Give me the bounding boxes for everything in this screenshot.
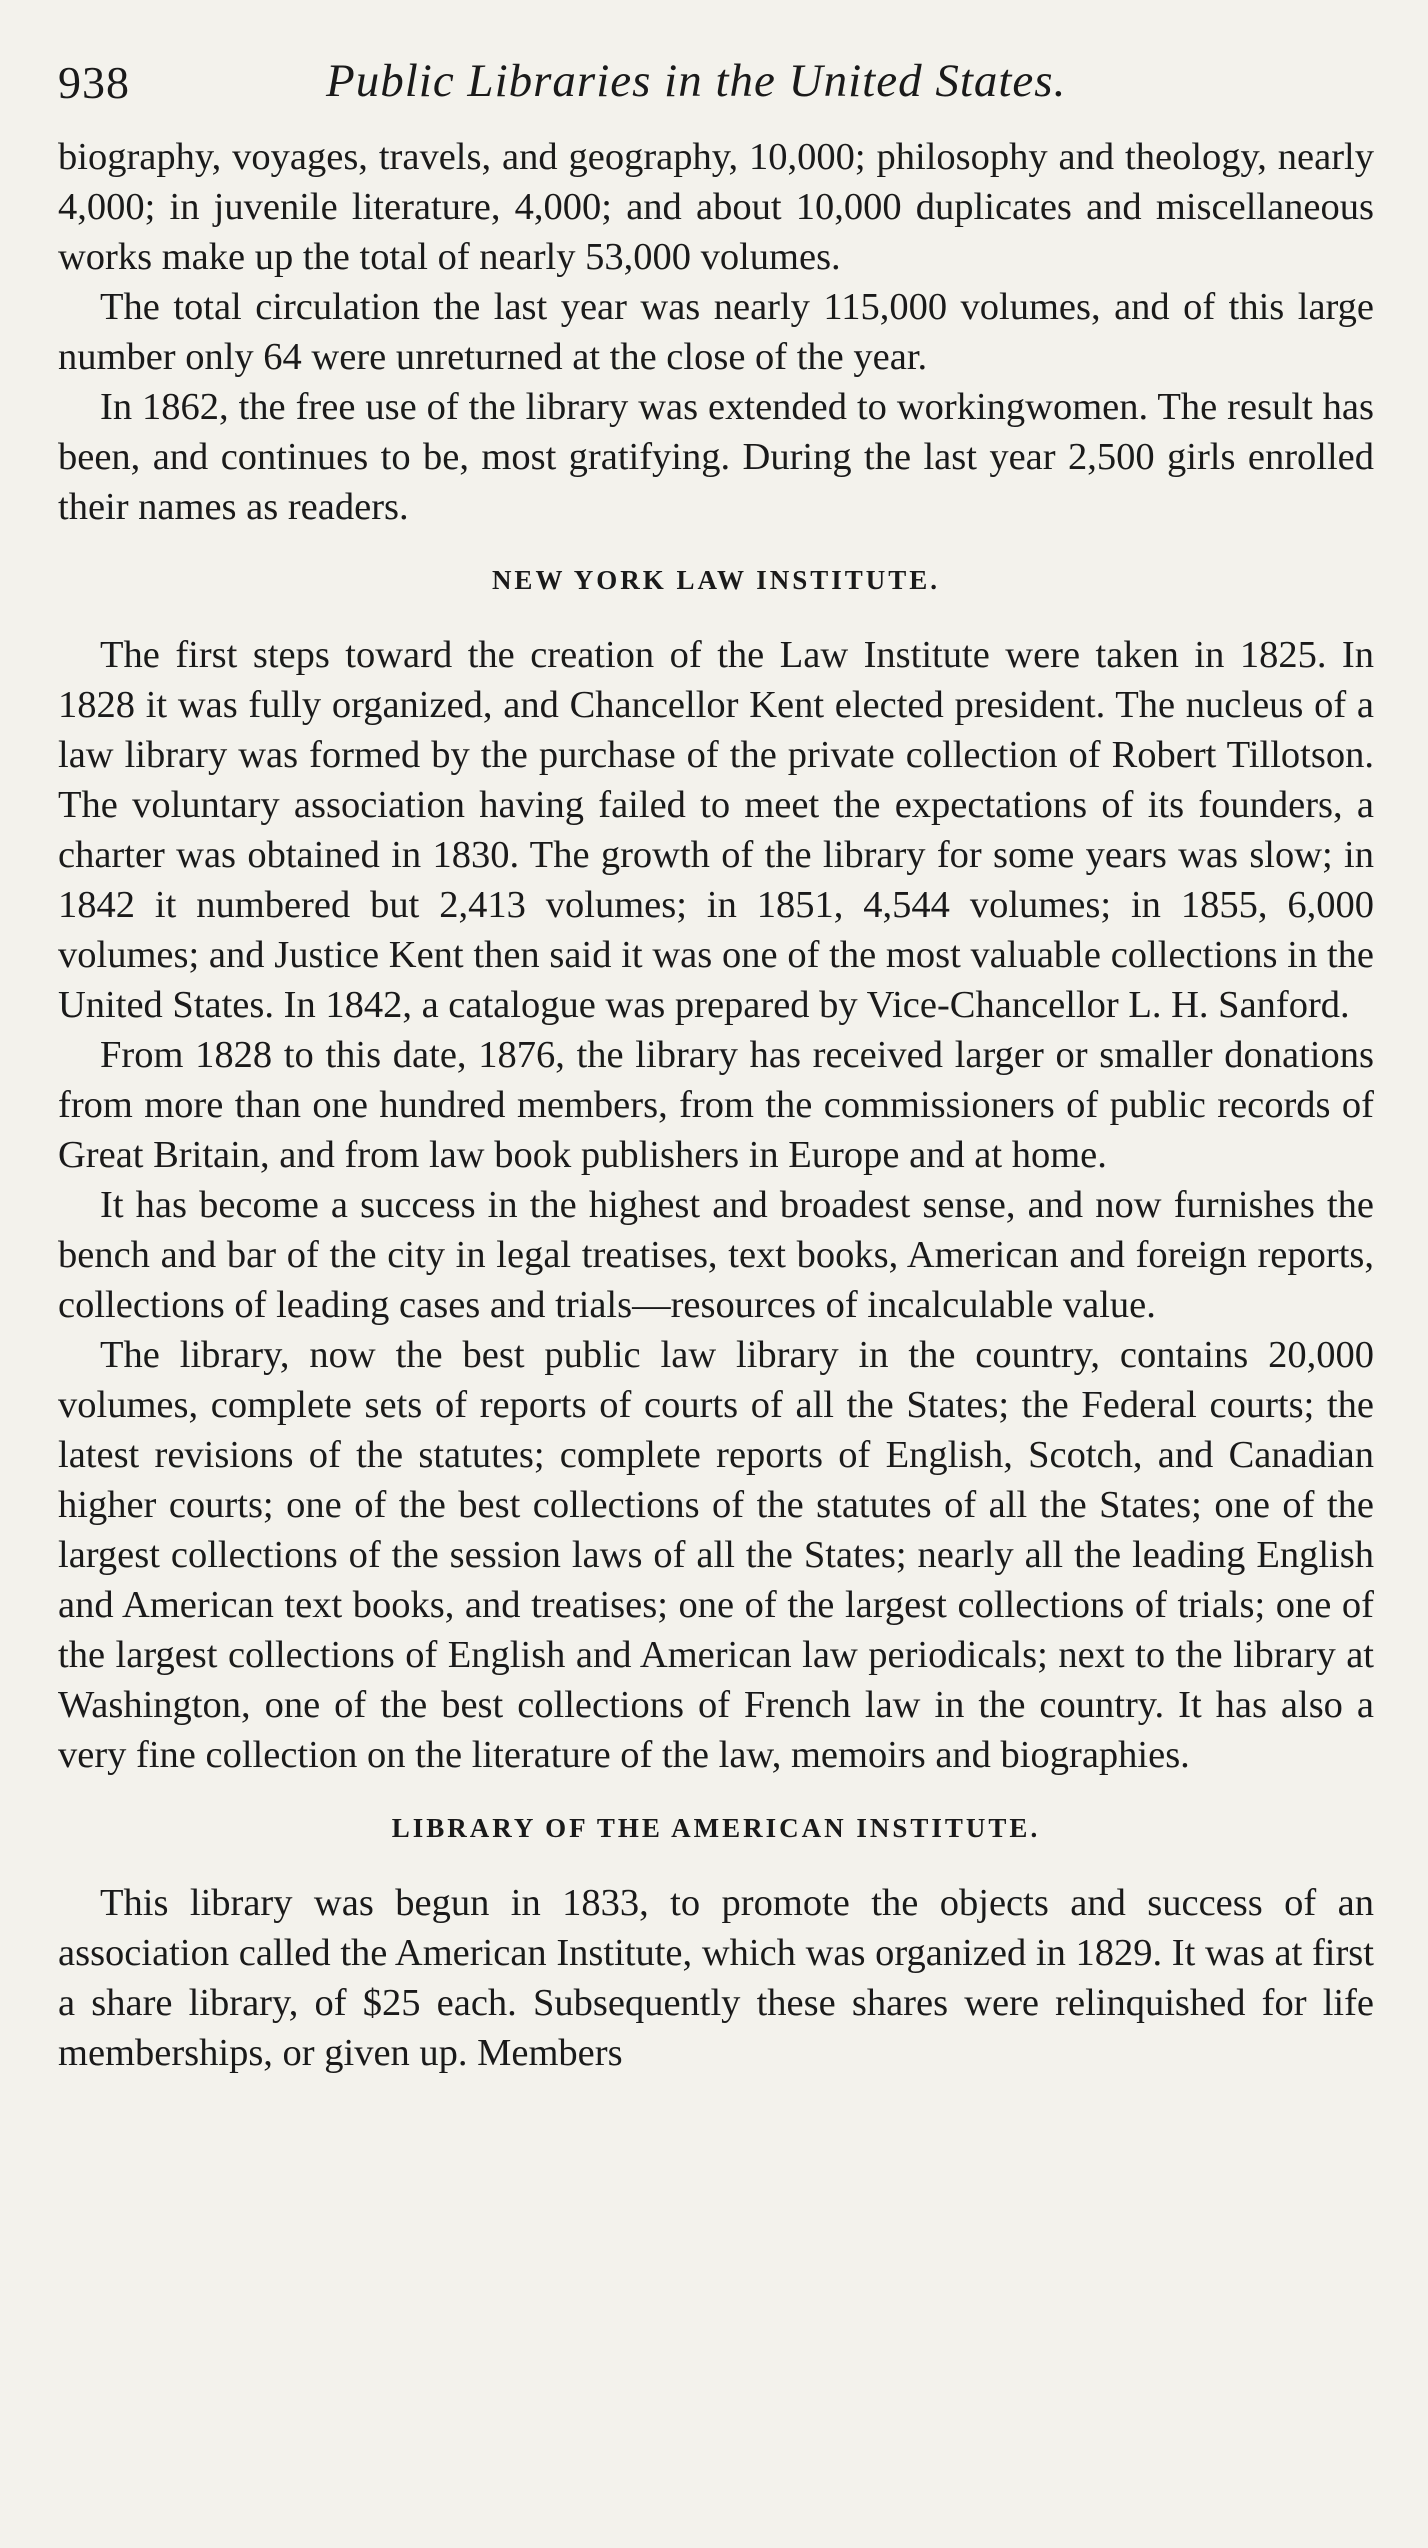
paragraph-5: From 1828 to this date, 1876, the library has received larger or smaller donations from more than one hundred members, from the commissioners of public records of Great Britain, and from law book publishers in Europe and at home.: [58, 1034, 1374, 1176]
paragraph-6: It has become a success in the highest and broadest sense, and now furnishes the bench and bar of the city in legal treatises, text books, American and foreign reports, collections of leading cases and trials—resources of incalculable value.: [58, 1184, 1374, 1326]
paragraph-2: The total circulation the last year was nearly 115,000 volumes, and of this large number only 64 were unreturned at the close of the year.: [58, 286, 1374, 378]
paragraph-3: In 1862, the free use of the library was extended to workingwomen. The result has been, and continues to be, most gratifying. During the last year 2,500 girls enrolled their names as readers.: [58, 386, 1374, 528]
section-heading-law-institute: NEW YORK LAW INSTITUTE.: [491, 565, 941, 595]
paragraph-8: This library was begun in 1833, to promote the objects and success of an association called the American Institute, which was organized in 1829. It was at first a share library, of $25 each. Subsequently these shares were relinquished for life memberships, or given up. Members: [58, 1882, 1374, 2074]
running-title: Public Libraries in the United States.: [326, 55, 1067, 107]
book-page: [58, 48, 1374, 2078]
section-heading-american-institute: LIBRARY OF THE AMERICAN INSTITUTE.: [391, 1813, 1041, 1843]
paragraph-7: The library, now the best public law library in the country, contains 20,000 volumes, complete sets of reports of courts of all the States; the Federal courts; the latest revisions of the statutes; complete reports of English, Scotch, and Canadian higher courts; one of the best collections of the statutes of all the States; one of the largest collections of the session laws of all the States; nearly all the leading English and American text books, and treatises; one of the largest collections of trials; one of the largest collections of English and American law periodicals; next to the library at Washington, one of the best collections of French law in the country. It has also a very fine collection on the literature of the law, memoirs and biographies.: [58, 1334, 1374, 1776]
paragraph-4: The first steps toward the creation of the Law Institute were taken in 1825. In 1828 it was fully organized, and Chancellor Kent elected president. The nucleus of a law library was formed by the purchase of the private collection of Robert Tillotson. The voluntary association having failed to meet the expectations of its founders, a charter was obtained in 1830. The growth of the library for some years was slow; in 1842 it numbered but 2,413 volumes; in 1851, 4,544 volumes; in 1855, 6,000 volumes; and Justice Kent then said it was one of the most valuable collections in the United States. In 1842, a catalogue was prepared by Vice-Chancellor L. H. Sanford.: [58, 634, 1374, 1026]
running-head: [58, 48, 1374, 118]
body-text: [58, 132, 1374, 2078]
page-number: 938: [58, 57, 130, 108]
paragraph-1: biography, voyages, travels, and geography, 10,000; philosophy and theology, nearly 4,000; in juvenile literature, 4,000; and about 10,000 duplicates and miscellaneous works make up the total of nearly 53,000 volumes.: [58, 136, 1374, 278]
